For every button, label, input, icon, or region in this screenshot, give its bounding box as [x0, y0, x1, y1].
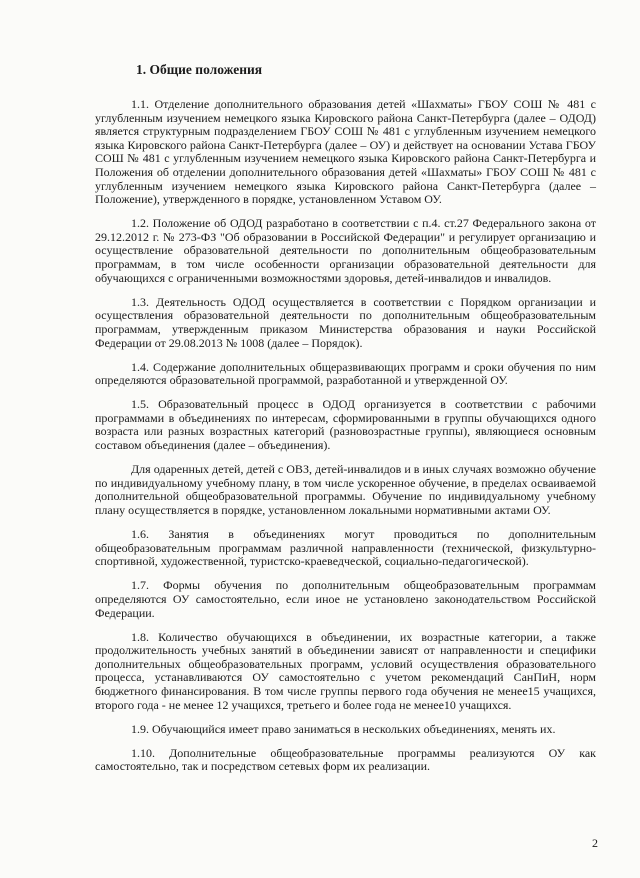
paragraph-1-8: 1.8. Количество обучающихся в объединении, их возрастные категории, а также продолжительность учебных занятий в объединении зависят от направленности и специфики дополнительных общеобразовательных программ, условий осуществления образовательного процесса, устанавливаются ОУ самостоятельно с учетом рекомендаций СанПиН, норм бюджетного финансирования. В том числе группы первого года обучения не менее15 учащихся, второго года - не менее 12 учащихся, третьего и более года не менее10 учащихся. [95, 629, 596, 712]
paragraph-1-2: 1.2. Положение об ОДОД разработано в соответствии с п.4. ст.27 Федерального закона от 29.12.2012 г. № 273-ФЗ "Об образовании в Российской Федерации" и регулирует организацию и осуществление образовательной деятельности по дополнительным общеобразовательным программам, в том числе особенности организации образовательной деятельности для обучающихся с ограниченными возможностями здоровья, детей-инвалидов и инвалидов. [95, 216, 596, 285]
paragraph-1-6: 1.6. Занятия в объединениях могут проводиться по дополнительным общеобразовательным программам различной направленности (технической, физкультурно-спортивной, художественной, туристско-краеведческой, социально-педагогической). [95, 527, 596, 569]
document-body [95, 98, 596, 784]
paragraph-1-9: 1.9. Обучающийся имеет право заниматься в нескольких объединениях, менять их. [131, 721, 556, 736]
paragraph-1-7: 1.7. Формы обучения по дополнительным общеобразовательным программам определяются ОУ самостоятельно, если иное не установлено законодательством Российской Федерации. [95, 578, 596, 620]
paragraph-1-4: 1.4. Содержание дополнительных общеразвивающих программ и сроки обучения по ним определяются образовательной программой, разработанной и утвержденной ОУ. [95, 359, 596, 388]
section-heading: 1. Общие положения [136, 62, 263, 77]
paragraph-1-1: 1.1. Отделение дополнительного образования детей «Шахматы» ГБОУ СОШ № 481 с углубленным изучением немецкого языка Кировского района Санкт-Петербурга (далее – ОДОД) является структурным подразделением ГБОУ СОШ № 481 с углубленным изучением немецкого языка Кировского района Санкт-Петербурга (далее – ОУ) и действует на основании Устава ГБОУ СОШ № 481 с углубленным изучением немецкого языка Кировского района Санкт-Петербурга и Положения об отделении дополнительного образования детей «Шахматы» ГБОУ СОШ № 481 с углубленным изучением немецкого языка Кировского района Санкт-Петербурга (далее – Положение), утвержденного в порядке, установленном Уставом ОУ. [95, 97, 596, 207]
page-number: 2 [592, 836, 598, 850]
paragraph-1-3: 1.3. Деятельность ОДОД осуществляется в соответствии с Порядком организации и осуществления образовательной деятельности по дополнительным общеобразовательным программам, утвержденным приказом Министерства образования и науки Российской Федерации от 29.08.2013 № 1008 (далее – Порядок). [95, 294, 596, 350]
paragraph-gifted-children: Для одаренных детей, детей с ОВЗ, детей-инвалидов и в иных случаях возможно обучение по индивидуальному учебному плану, в том числе ускоренное обучение, в пределах осваиваемой дополнительной общеобразовательной программы. Обучение по индивидуальному учебному плану осуществляется в порядке, установленном локальными нормативными актами ОУ. [95, 462, 596, 517]
paragraph-1-10: 1.10. Дополнительные общеобразовательные программы реализуются ОУ как самостоятельно, так и посредством сетевых форм их реализации. [95, 745, 596, 774]
paragraph-1-5: 1.5. Образовательный процесс в ОДОД организуется в соответствии с рабочими программами в объединениях по интересам, сформированными в группы обучающихся одного возраста или разных возрастных категорий (разновозрастные группы), являющиеся основным составом объединения (далее – объединения). [95, 397, 596, 453]
